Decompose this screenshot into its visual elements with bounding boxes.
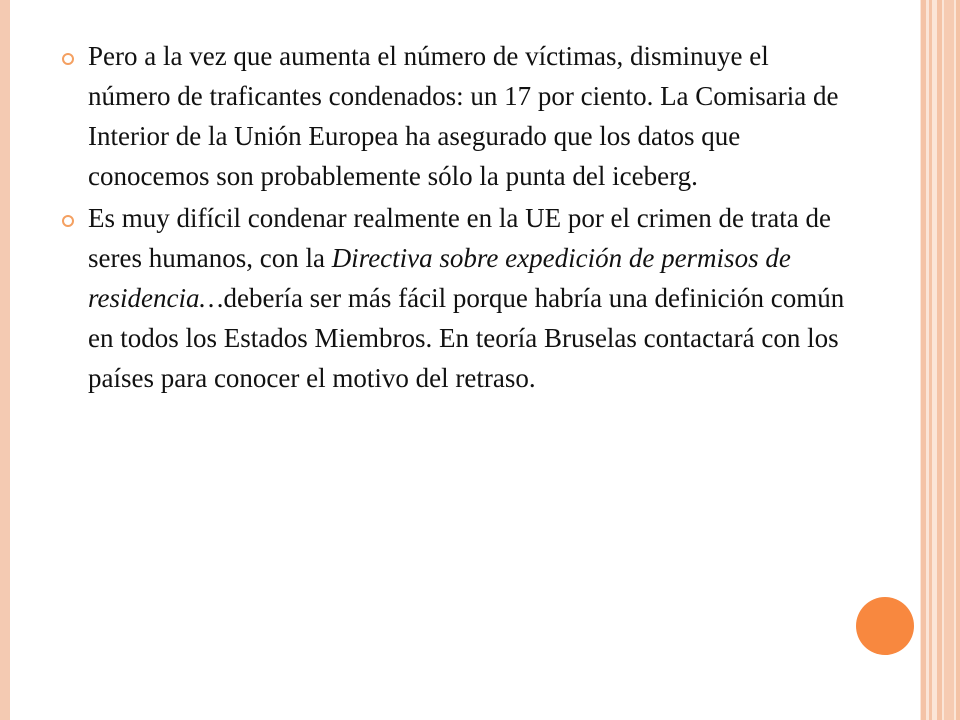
slide-content xyxy=(58,36,848,400)
bullet-circle-icon xyxy=(62,53,74,65)
directive-title: Directiva sobre expedición de permisos de residencia… xyxy=(88,243,791,313)
bullet-text: Pero a la vez que aumenta el número de víctimas, disminuye el número de traficantes condenados: un 17 por ciento. La Comisaria de Interior de la Unión Europea ha asegurado que los datos que conocemos son probablemente sólo la punta del iceberg. xyxy=(88,41,839,191)
bullet-text-part: debería ser más fácil porque habría una definición común en todos los Estados Miembros. En teoría Bruselas contactará con los países para conocer el motivo del retraso. xyxy=(88,283,845,393)
bullet-text xyxy=(88,198,848,398)
left-border-decoration xyxy=(0,0,10,720)
decorative-circle xyxy=(856,597,914,655)
bullet-circle-icon xyxy=(62,215,74,227)
stripe-line xyxy=(956,0,960,720)
bullet-item xyxy=(58,198,848,398)
stripe-line xyxy=(921,0,926,720)
stripe-line xyxy=(944,0,954,720)
stripe-line xyxy=(929,0,932,720)
bullet-text-part: Es muy difícil condenar realmente en la UE por el crimen de trata de seres humanos, con la xyxy=(88,203,831,273)
bullet-item xyxy=(58,36,848,196)
stripe-line xyxy=(937,0,942,720)
